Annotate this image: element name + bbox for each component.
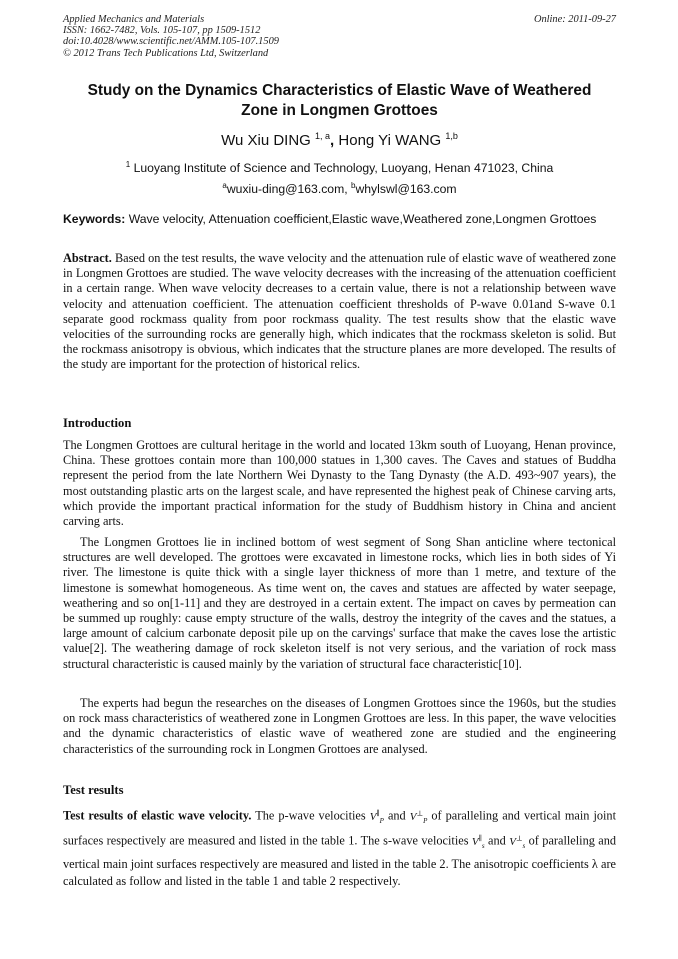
introduction-paragraph-3: The experts had begun the researches on the diseases of Longmen Grottoes since the 1960s, but the studies on rock mass characteristics of weathered zone in Longmen Grottoes are less. In this paper, the wave velocities and the dynamic characteristics of elastic wave of weathered zone are studied and the engineering characteristics of the surrounding rock in Longmen Grottoes are analysed. bbox=[63, 696, 616, 756]
test-text-and: and bbox=[387, 808, 406, 823]
symbol-s-sub: s bbox=[481, 842, 485, 851]
test-results-paragraph bbox=[63, 805, 616, 891]
affiliation bbox=[63, 157, 616, 176]
abstract-label: Abstract. bbox=[63, 251, 112, 265]
journal-name: Applied Mechanics and Materials bbox=[63, 14, 205, 25]
symbol-perp-sup: ⊥ bbox=[416, 809, 424, 817]
email-b-sup: b bbox=[351, 181, 356, 190]
introduction-paragraph-1: The Longmen Grottoes are cultural heritage in the world and located 13km south of Luoyang, Henan province, China. These grottoes contain more than 100,000 statues in 1,300 caves. The Caves and statues of Buddha represent the period from the late Northern Wei Dynasty to the Tang Dynasty (the A.D. 493~907 years), the most outstanding plastic arts on the largest scale, and have represented the highest peak of Chinese carving arts, which provide the important practical information for the study of Buddhism history in China and ancient carving arts. bbox=[63, 438, 616, 529]
symbol-p-sub: P bbox=[423, 816, 428, 825]
keywords-label: Keywords: bbox=[63, 212, 126, 226]
test-text-2: of paralleling and vertical main joint surfaces respectively are measured and listed in the table 1. The s-wave velocities bbox=[63, 808, 616, 849]
symbol-parallel-sup: ∥ bbox=[478, 834, 482, 843]
symbol-v: V bbox=[509, 836, 516, 849]
test-text-3: of paralleling and vertical main joint surfaces respectively are measured and listed in the table 2. The anisotropic coefficients λ are calculated as follow and listed in the table 1 and table 2 respectively. bbox=[63, 834, 617, 889]
symbol-parallel-sup: ∥ bbox=[376, 809, 380, 817]
abstract bbox=[63, 251, 616, 373]
abstract-text: Based on the test results, the wave velocity and the attenuation rule of elastic wave of weathered zone in Longmen Grottoes are studied. The wave velocity decreases with the increasing of the attenuation coefficient in a certain range. When wave velocity decreases to a certain value, there is not a relationship between wave velocity and attenuation coefficient. The attenuation coefficient thresholds of P-wave 0.01and S-wave 0.1 separate good rockmass quality from poor rockmass quality. The test results show that the elastic wave velocities of the surrounding rocks are generally high, which indicates that the rockmass skeleton is solid. But the rockmass anisotropy is obvious, which indicates that the structure planes are more developed. The results of the study are important for the protection of historical relics. bbox=[63, 251, 616, 372]
symbol-vs-perpendicular bbox=[509, 834, 526, 851]
symbol-v: V bbox=[409, 810, 417, 823]
doi-line: doi:10.4028/www.scientific.net/AMM.105-107.1509 bbox=[63, 36, 279, 48]
author-2-name: Hong Yi WANG bbox=[338, 132, 442, 149]
title-line-2: Zone in Longmen Grottoes bbox=[241, 102, 438, 119]
author-emails bbox=[63, 178, 616, 197]
test-results-heading: Test results bbox=[63, 783, 124, 797]
symbol-vp-perpendicular bbox=[410, 811, 428, 823]
test-results-subheading: Test results of elastic wave velocity. bbox=[63, 808, 252, 823]
copyright-line: © 2012 Trans Tech Publications Ltd, Switzerland bbox=[63, 47, 269, 59]
online-date: Online: 2011-09-27 bbox=[533, 14, 616, 25]
affiliation-text: Luoyang Institute of Science and Technology, Luoyang, Henan 471023, China bbox=[133, 161, 554, 175]
paper-title bbox=[63, 81, 616, 121]
test-text-and-2: and bbox=[488, 834, 506, 849]
issn-line: ISSN: 1662-7482, Vols. 105-107, pp 1509-1512 bbox=[63, 25, 261, 37]
author-2-sup: 1,b bbox=[445, 131, 458, 141]
introduction-paragraph-2: The Longmen Grottoes lie in inclined bottom of west segment of Song Shan anticline where tectonical structures are well developed. The grottoes were excavated in limestone rocks, which lies in both sides of Yi river. The limestone is quite thick with a single layer thickness of more than 1 metre, and texture of the limestone is somewhat homogeneous. As time went on, the caves and statues are affected by water seepage, weathering and so on[1-11] and they are destroyed in a certain extent. The impact on caves by permeation can be summed up roughly: cause empty structure of the walls, destroy the integrity of the caves and the statues, a large amount of calcium carbonate deposit pile up on the carvings' surface that make the caves lose the artistic value[2]. The weathering damage of rock skeleton itself is not very serious, and the variation of rock mass structural characteristic is caused mainly by the variation of structural face characteristic[10]. bbox=[63, 535, 616, 671]
author-separator: , bbox=[330, 132, 335, 149]
symbol-vs-parallel bbox=[471, 834, 485, 851]
author-1-sup: 1, a bbox=[315, 131, 331, 141]
author-1-name: Wu Xiu DING bbox=[221, 132, 311, 149]
symbol-vp-parallel bbox=[370, 811, 384, 823]
title-line-1: Study on the Dynamics Characteristics of Elastic Wave of Weathered bbox=[87, 82, 592, 99]
email-a-sup: a bbox=[222, 181, 227, 190]
keywords-text: Wave velocity, Attenuation coefficient,Elastic wave,Weathered zone,Longmen Grottoes bbox=[128, 212, 597, 226]
symbol-perp-sup: ⊥ bbox=[515, 834, 523, 843]
symbol-p-sub: P bbox=[379, 816, 384, 825]
affiliation-sup: 1 bbox=[125, 160, 131, 169]
symbol-v: V bbox=[369, 810, 377, 823]
authors bbox=[63, 127, 616, 150]
keywords bbox=[63, 212, 623, 227]
test-text-1: The p-wave velocities bbox=[255, 808, 366, 823]
symbol-v: V bbox=[471, 836, 479, 849]
symbol-s-sub: s bbox=[522, 842, 526, 851]
email-b: whylswl@163.com bbox=[355, 182, 457, 196]
introduction-heading: Introduction bbox=[63, 416, 132, 430]
email-a: wuxiu-ding@163.com, bbox=[226, 182, 348, 196]
journal-header bbox=[63, 14, 616, 59]
